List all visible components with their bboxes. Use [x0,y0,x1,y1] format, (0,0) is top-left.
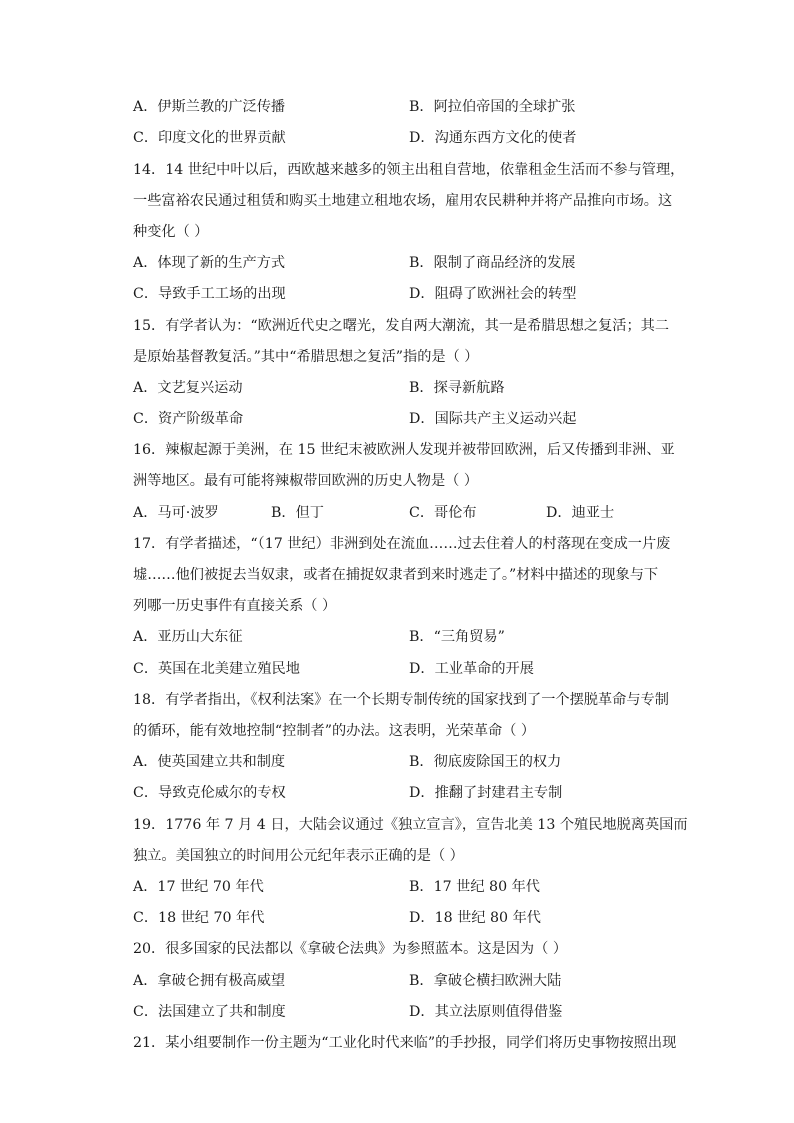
option-a[interactable]: A．17 世纪 70 年代 [133,879,264,895]
option-c[interactable]: C．导致克伦威尔的专权 [133,785,286,801]
option-b[interactable]: B．拿破仑横扫欧洲大陆 [409,973,562,989]
question-stem: 是原始基督教复活。”其中“希腊思想之复活”指的是（ ） [133,349,479,365]
question-stem: 种变化（ ） [133,224,209,240]
option-b[interactable]: B．探寻新航路 [409,380,505,396]
option-a[interactable]: A．亚历山大东征 [133,629,243,645]
question-stem: 独立。美国独立的时间用公元纪年表示正确的是（ ） [133,848,464,864]
option-a[interactable]: A．马可·波罗 [133,505,219,521]
option-c[interactable]: C．印度文化的世界贡献 [133,130,286,146]
option-a[interactable]: A．拿破仑拥有极高威望 [133,973,286,989]
option-a[interactable]: A．文艺复兴运动 [133,380,243,396]
option-d[interactable]: D．国际共产主义运动兴起 [409,411,577,427]
question-stem: 的循环，能有效地控制“控制者”的办法。这表明，光荣革命（ ） [133,723,536,739]
option-d[interactable]: D．阻碍了欧洲社会的转型 [409,286,577,302]
option-c[interactable]: C．法国建立了共和制度 [133,1004,286,1020]
option-d[interactable]: D．18 世纪 80 年代 [409,910,541,926]
option-c[interactable]: C．英国在北美建立殖民地 [133,661,300,677]
option-b[interactable]: B．彻底废除国王的权力 [409,754,562,770]
option-c[interactable]: C．导致手工工场的出现 [133,286,286,302]
option-d[interactable]: D．迪亚士 [546,505,615,521]
question-stem: 一些富裕农民通过租赁和购买土地建立租地农场，雇用农民耕种并将产品推向市场。这 [133,193,673,209]
option-d[interactable]: D．推翻了封建君主专制 [409,785,563,801]
option-a[interactable]: A．使英国建立共和制度 [133,754,286,770]
option-d[interactable]: D．工业革命的开展 [409,661,534,677]
question-stem: 17．有学者描述，“（17 世纪）非洲到处在流血……过去住着人的村落现在变成一片废 [133,536,671,552]
option-b[interactable]: B．但丁 [271,505,324,521]
option-b[interactable]: B．17 世纪 80 年代 [409,879,540,895]
option-b[interactable]: B．“三角贸易” [409,629,505,645]
question-stem: 墟……他们被捉去当奴隶，或者在捕捉奴隶者到来时逃走了。”材料中描述的现象与下 [133,567,659,583]
question-stem: 21．某小组要制作一份主题为“工业化时代来临”的手抄报，同学们将历史事物按照出现 [133,1035,677,1051]
question-stem: 列哪一历史事件有直接关系（ ） [133,598,337,614]
option-a[interactable]: A．体现了新的生产方式 [133,255,286,271]
question-stem: 16．辣椒起源于美洲，在 15 世纪末被欧洲人发现并被带回欧洲，后又传播到非洲、亚 [133,442,675,458]
option-a[interactable]: A．伊斯兰教的广泛传播 [133,99,286,115]
option-c[interactable]: C．18 世纪 70 年代 [133,910,265,926]
option-c[interactable]: C．哥伦布 [409,505,477,521]
question-stem: 15．有学者认为：“欧洲近代史之曙光，发自两大潮流，其一是希腊思想之复活；其二 [133,318,670,334]
question-stem: 19．1776 年 7 月 4 日，大陆会议通过《独立宣言》，宣告北美 13 个殖民地脱离英国而 [133,817,688,833]
question-stem: 洲等地区。最有可能将辣椒带回欧洲的历史人物是（ ） [133,473,479,489]
option-b[interactable]: B．阿拉伯帝国的全球扩张 [409,99,576,115]
option-d[interactable]: D．沟通东西方文化的使者 [409,130,577,146]
question-stem: 14．14 世纪中叶以后，西欧越来越多的领主出租自营地，依靠租金生活而不参与管理， [133,162,685,178]
question-stem: 20．很多国家的民法都以《拿破仑法典》为参照蓝本。这是因为（ ） [133,941,568,957]
option-d[interactable]: D．其立法原则值得借鉴 [409,1004,563,1020]
option-c[interactable]: C．资产阶级革命 [133,411,244,427]
question-stem: 18．有学者指出，《权利法案》在一个长期专制传统的国家找到了一个摆脱革命与专制 [133,692,669,708]
option-b[interactable]: B．限制了商品经济的发展 [409,255,576,271]
